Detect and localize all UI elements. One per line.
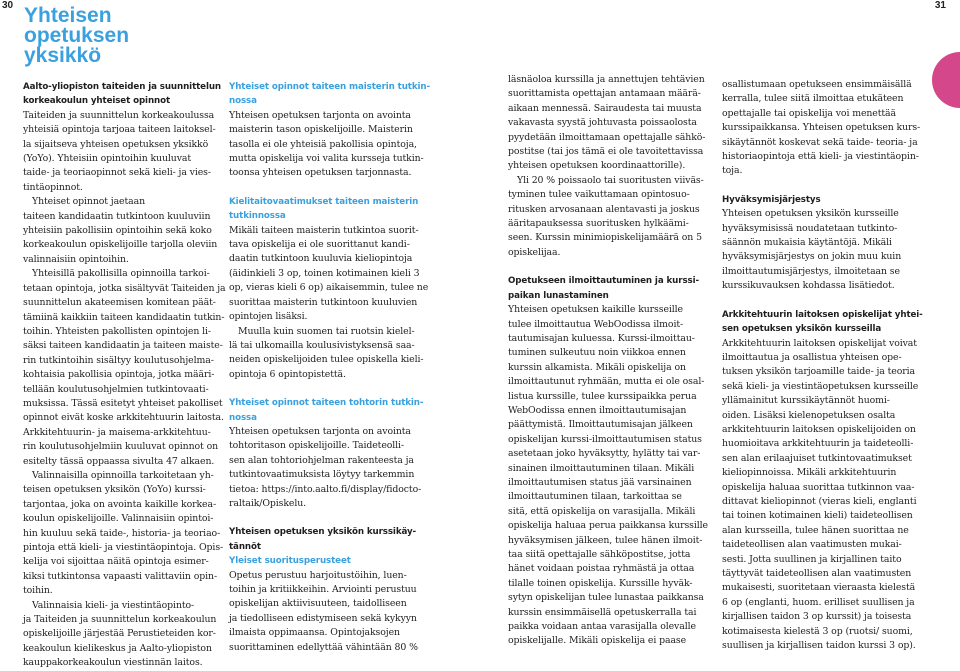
text-line: sikäytännöt koskevat sekä taide- teoria- ja <box>722 136 918 148</box>
text-line: kiksi tutkintonsa vapaasti valittaviin opin- <box>23 570 217 582</box>
text-line: hänet voidaan poistaa ryhmästä ja ottaa <box>508 563 695 575</box>
paragraph <box>508 303 726 649</box>
text-line: dittavat kieliopinnot (vieras kieli, englanti <box>722 495 917 507</box>
text-line: Opetus perustuu harjoitustöihin, luen- <box>229 569 407 581</box>
paragraph <box>508 174 726 260</box>
text-line: opiskelijoille järjestää Perustieteiden kor- <box>23 628 216 640</box>
text-line: mukaisesti, suoritetaan vieraasta kielestä <box>722 582 916 594</box>
title-line: Yhteisen <box>24 4 112 27</box>
page-number-right: 31 <box>934 0 946 11</box>
section-heading <box>229 195 447 224</box>
text-line: tellään koulutusohjelmien tutkintovaati- <box>23 383 209 395</box>
text-line: tulee ilmoittautua WebOodissa ilmoit- <box>508 318 684 330</box>
text-line: WebOodissa ennen ilmoittautumisajan <box>508 404 687 416</box>
title-line: opetuksen <box>24 24 130 47</box>
text-line: op, vieras kieli 6 op) aikaisemmin, tulee ne <box>229 282 429 294</box>
section-heading <box>722 308 940 337</box>
text-line: neiden opiskelijoiden tulee opiskella kieli- <box>229 354 424 366</box>
text-line: Valinnaisilla opinnoilla tarkoitetaan yh- <box>32 469 214 481</box>
text-line: suullisen ja kirjallisen taidon kurssi 3 op). <box>722 640 916 652</box>
paragraph <box>229 425 447 511</box>
text-line: tietoa: https://into.aalto.fi/display/fidocto- <box>229 483 422 495</box>
paragraph <box>722 78 940 179</box>
text-line: Mikäli taiteen maisterin tutkintoa suorit- <box>229 224 419 236</box>
column-1 <box>23 80 241 671</box>
paragraph <box>229 325 447 383</box>
text-line: kieliopinnoissa. Mikäli arkkitehtuurin <box>722 467 897 479</box>
text-line: korkeakoulun yhteiset opinnot <box>23 96 171 107</box>
text-line: Yhteisen opetuksen yksikön kursseille <box>722 208 899 220</box>
paragraph <box>23 267 241 469</box>
text-line: sen opetuksen yksikön kursseilla <box>722 324 882 335</box>
paragraph <box>229 224 447 325</box>
text-line: taa siitä opettajalle sähköpostitse, jotta <box>508 549 691 560</box>
text-line: säksi taiteen kandidaatin ja taiteen maiste- <box>23 340 223 352</box>
text-line: listua kurssille, tulee kurssipaikka perua <box>508 390 697 402</box>
text-line: mutta opiskelija voi valita kursseja tutkin- <box>229 153 424 165</box>
text-line: päättymistä. Ilmoittautumisajan jälkeen <box>508 419 693 431</box>
text-line: Arkkitehtuurin laitoksen opiskelijat voivat <box>722 337 917 349</box>
text-line: arkkitehtuurin laitoksen opiskelijoiden on <box>722 423 916 435</box>
text-line: opiskelijan kurssi-ilmoittautumisen status <box>508 433 702 445</box>
page-number-left: 30 <box>2 0 14 11</box>
text-line: ääritapauksessa suoritusken hylkäämi- <box>508 218 689 230</box>
text-line: kurssin alkamista. Mikäli opiskelija on <box>508 361 686 373</box>
spacer <box>722 294 940 308</box>
text-line: rin koulutusohjelmiin kuuluvat opinnot on <box>23 441 219 453</box>
text-line: suorittamista opettajan antamaan määrä- <box>508 88 701 100</box>
text-line: toja. <box>722 165 743 177</box>
section-heading <box>229 525 447 554</box>
text-line: suorittaa maisterin tutkintoon kuuluvien <box>229 296 418 308</box>
text-line: Arkkitehtuurin- ja maisema-arkkitehtuu- <box>23 426 211 438</box>
text-line: tasolla ei ole yhteisiä pakollisia opintoja, <box>229 138 417 150</box>
text-line: toihin. <box>23 585 53 597</box>
text-line: täyttyvät taideteollisen alan vaatimusten <box>722 568 912 579</box>
text-line: la sijaitseva yhteisen opetuksen yksikkö <box>23 138 209 150</box>
text-line: tarjontaa, joka on avointa kaikille korkea- <box>23 498 217 510</box>
section-heading <box>229 80 447 109</box>
text-line: raltaik/Opiskelu. <box>229 497 307 509</box>
text-line: ilmoittautumisjärjestys, ilmoitetaan se <box>722 265 900 277</box>
text-line: hyväksymisjärjestys on jokin muu kuin <box>722 251 902 263</box>
section-heading <box>722 193 940 207</box>
text-line: seen. Kurssin minimiopiskelijamäärä on 5 <box>508 232 702 244</box>
text-line: tohtoritason opiskelijoille. Taideteolli- <box>229 440 404 452</box>
text-line: esitelty tässä oppaassa sivulta 47 alkaen. <box>23 455 215 467</box>
text-line: sytyn opiskelijan tulee lunastaa paikkansa <box>508 592 704 604</box>
text-line: tautumisajan kuluessa. Kurssi-ilmoittau- <box>508 332 695 344</box>
text-line: paikka voidaan antaa varasijalla olevalle <box>508 621 696 633</box>
text-line: ilmoittautumisen status jää varsinainen <box>508 476 692 488</box>
paragraph <box>722 207 940 293</box>
text-line: maisterin tason opiskelijoille. Maisterin <box>229 124 413 136</box>
text-line: Kielitaitovaatimukset taiteen maisterin <box>229 196 419 207</box>
text-line: Taiteiden ja suunnittelun korkeakoulussa <box>23 109 215 121</box>
text-line: tai toinen kotimainen kieli) taideteollisen <box>722 510 913 522</box>
text-line: keakoulun kielikeskus ja Aalto-yliopiston <box>23 642 212 654</box>
text-line: suorittaminen edellyttää vähintään 80 % <box>229 641 418 653</box>
text-line: sen alan erilaajuiset tutkintovaatimukset <box>722 452 912 464</box>
text-line: hyväksymisen jälkeen, tulee hänen ilmoit- <box>508 534 703 546</box>
paragraph <box>23 109 241 195</box>
text-line: nossa <box>229 412 257 423</box>
paragraph <box>23 599 241 671</box>
text-line: taiteen kandidaatin tutkintoon kuuluviin <box>23 210 211 222</box>
paragraph <box>722 337 940 654</box>
text-line: Muulla kuin suomen tai ruotsin kielel- <box>238 325 415 337</box>
text-line: sekä kieli- ja viestintäopetuksen kursseille <box>722 380 919 392</box>
text-line: oiden. Lisäksi kielenopetuksen osalta <box>722 409 896 421</box>
text-line: teisen opetuksen yksikön (YoYo) kurssi- <box>23 484 206 496</box>
spacer <box>229 382 447 396</box>
text-line: opiskelijalle. Mikäli opiskelija ei paase <box>508 635 687 647</box>
text-line: yhteisen opetuksen koordinaattorille). <box>508 160 686 172</box>
text-line: toonsa yhteisen opetuksen tarjonnasta. <box>229 167 412 179</box>
text-line: Aalto-yliopiston taiteiden ja suunnittelun <box>23 82 222 92</box>
text-line: tutkintovaatimuksista löytyy tarkemmin <box>229 469 415 481</box>
text-line: sitä, että opiskelija on varasijalla. Mikäli <box>508 505 696 517</box>
text-line: Yhteisen opetuksen yksikön kurssikäy- <box>229 527 417 538</box>
text-line: kurssikuvauksen kohdassa lisätiedot. <box>722 280 895 292</box>
text-line: läsnäoloa kurssilla ja annettujen tehtävien <box>508 74 705 85</box>
text-line: opinnot eivät koske arkkitehtuurin laitosta. <box>23 412 224 424</box>
text-line: Yhteiset opinnot taiteen tohtorin tutkin- <box>229 398 424 409</box>
text-line: tintäopinnot. <box>23 181 83 193</box>
text-line: tännöt <box>229 541 261 552</box>
text-line: kurssin ensimmäisellä opetuskerralla tai <box>508 606 697 618</box>
text-line: yhteisiä opintoja tarjoaa taiteen laitoksel- <box>23 124 216 136</box>
text-line: paikan lunastaminen <box>508 290 609 301</box>
text-line: Yli 20 % poissaolo tai suoritusten viiväs- <box>517 174 704 186</box>
text-line: yllämainitut kurssikäytännöt huomi- <box>722 395 890 407</box>
spacer <box>722 179 940 193</box>
text-line: nossa <box>229 96 257 107</box>
text-line: huomioitava arkkitehtuurin ja taideteolli- <box>722 438 914 450</box>
text-line: rin tutkintoihin sisältyy koulutusohjelma- <box>23 354 214 366</box>
text-line: tetaan opintoja, jotka sisältyvät Taiteiden ja <box>23 282 226 294</box>
text-line: asetetaan joko hyväksytty, hylätty tai var- <box>508 448 701 460</box>
subsection-heading <box>229 554 447 568</box>
text-line: hyväksymisissä noudatetaan tutkinto- <box>722 222 898 234</box>
text-line: tilalle toinen opiskelija. Kurssille hyväk- <box>508 577 693 589</box>
text-line: historiaopintoja että kieli- ja viestintäopin- <box>722 151 919 163</box>
text-line: kotimaisesta kielestä 3 op (ruotsi/ suomi, <box>722 625 913 637</box>
text-line: sesti. Jotta suullinen ja kirjallinen taito <box>722 553 902 565</box>
text-line: daatin tutkintoon kuuluvia kieliopintoja <box>229 253 413 265</box>
text-line: tutkinnossa <box>229 211 286 222</box>
page-title <box>24 6 129 66</box>
text-line: Yhteisen opetuksen tarjonta on avointa <box>229 425 411 437</box>
text-line: opiskelijaa. <box>508 246 561 258</box>
column-2 <box>229 80 447 655</box>
text-line: Yhteiset opinnot jaetaan <box>32 196 146 208</box>
text-line: Yhteisen opetuksen kaikille kursseille <box>508 304 683 316</box>
text-line: taide- ja teoriaopinnot sekä kieli- ja vies- <box>23 167 211 179</box>
column-3 <box>508 73 726 649</box>
spacer <box>229 181 447 195</box>
text-line: pyydetään ilmoittamaan opettajalle sähkö- <box>508 131 706 143</box>
text-line: Hyväksymisjärjestys <box>722 194 821 205</box>
paragraph <box>23 195 241 267</box>
text-line: ilmoittautunut ryhmään, mutta ei ole osal- <box>508 376 705 388</box>
text-line: pintoja että kieli- ja viestintäopintoja. Opis- <box>23 542 224 553</box>
text-line: (äidinkieli 3 op, toinen kotimainen kieli 3 <box>229 267 420 279</box>
text-line: kauppakorkeakoulun viestinnän laitos. <box>23 657 203 669</box>
text-line: tyminen tulee vaikuttamaan opintosuo- <box>508 189 690 201</box>
text-line: osallistumaan opetukseen ensimmäisällä <box>722 79 912 90</box>
text-line: opiskelija haluaa perua paikkansa kurssille <box>508 520 708 532</box>
text-line: hin kuuluu sekä taide-, historia- ja teoriao- <box>23 527 221 539</box>
text-line: ilmoittautuminen tilaan, tarkoittaa se <box>508 491 682 503</box>
text-line: Yhteiset opinnot taiteen maisterin tutkin- <box>229 82 430 92</box>
text-line: toihin ja kritiikkeihin. Arviointi perustuu <box>229 584 417 595</box>
text-line: Yhteisillä pakollisilla opinnoilla tarkoi- <box>32 268 210 280</box>
text-line: sinainen ilmoittautuminen tilaan. Mikäli <box>508 462 695 474</box>
text-line: tava opiskelija ei ole suorittanut kandi- <box>229 239 410 251</box>
text-line: Valinnaisia kieli- ja viestintäopinto- <box>32 599 195 611</box>
text-line: vakavasta syystä johtuvasta poissaolosta <box>508 117 697 129</box>
text-line: aikaan mennessä. Sairaudesta tai muusta <box>508 102 702 114</box>
title-line: yksikkö <box>24 44 102 67</box>
text-line: säännön mukaisia käytäntöjä. Mikäli <box>722 237 892 249</box>
column-4 <box>722 78 940 653</box>
text-line: taideteollisen alan vaatimusten mukai- <box>722 539 902 551</box>
text-line: kurssipaikkansa. Yhteisen opetuksen kurs- <box>722 122 921 134</box>
text-line: tämiinä kaikkiin taiteen kandidaatin tutkin- <box>23 311 225 323</box>
text-line: koulun opiskelijoille. Valinnaisiin opintoi- <box>23 513 214 525</box>
spacer <box>508 260 726 274</box>
spacer <box>229 511 447 525</box>
text-line: yhteisiin pakollisiin opintoihin sekä koko <box>23 225 212 237</box>
text-line: kerralla, tulee siitä ilmoittaa etukäteen <box>722 93 904 105</box>
paragraph <box>229 569 447 655</box>
text-line: opiskelija haluaa suorittaa tutkinnon vaa- <box>722 481 915 493</box>
text-line: ja tiedolliseen edistymiseen sekä kykyyn <box>229 612 417 624</box>
paragraph <box>508 73 726 174</box>
text-line: alan kursseilla, tulee hänen suorittaa ne <box>722 524 909 536</box>
text-line: Yhteisen opetuksen tarjonta on avointa <box>229 109 411 121</box>
text-line: kelija voi sijoittaa näitä opintoja esimer- <box>23 556 209 568</box>
text-line: Yleiset suoritusperusteet <box>229 556 351 567</box>
text-line: postitse (tai jos tämä ei ole tavoitettavissa <box>508 146 704 158</box>
text-line: opettajalle tai opiskelija voi menettää <box>722 107 896 119</box>
text-line: 6 op (englanti, huom. erilliset suullisen ja <box>722 596 915 608</box>
section-heading <box>23 80 241 109</box>
text-line: ja Taiteiden ja suunnittelun korkeakoulun <box>23 614 217 626</box>
text-line: ritusken arvosanaan alentavasti ja joskus <box>508 203 700 215</box>
paragraph <box>229 109 447 181</box>
text-line: tuksen yksikön tarjoamille taide- ja teoria <box>722 366 915 378</box>
text-line: korkeakoulun opiskelijoille tarjolla oleviin <box>23 239 218 251</box>
text-line: ilmoittautua ja osallistua yhteisen ope- <box>722 351 902 363</box>
text-line: kohtaisia pakollisia opintoja, jotka määri- <box>23 369 215 381</box>
section-heading <box>229 396 447 425</box>
text-line: Arkkitehtuurin laitoksen opiskelijat yhtei- <box>722 309 923 320</box>
section-heading <box>508 274 726 303</box>
text-line: Opetukseen ilmoittautuminen ja kurssi- <box>508 276 699 287</box>
paragraph <box>23 469 241 599</box>
text-line: ilmaista oppimaansa. Opintojaksojen <box>229 627 400 639</box>
text-line: tuminen sulkeutuu noin viikkoa ennen <box>508 347 686 359</box>
text-line: sen alan tohtoriohjelman rakenteesta ja <box>229 454 414 466</box>
text-line: toihin. Yhteisten pakollisten opintojen li- <box>23 325 211 337</box>
text-line: opiskelijan aktiivisuuteen, taidolliseen <box>229 598 407 610</box>
text-line: (YoYo). Yhteisiin opintoihin kuuluvat <box>23 153 191 165</box>
text-line: suunnittelun akateemisen komitean päät- <box>23 297 216 309</box>
text-line: lä tai ulkomailla koulusivistyksensä saa- <box>229 339 415 351</box>
text-line: opintoja 6 opintopistettä. <box>229 368 346 380</box>
text-line: valinnaisiin opintoihin. <box>23 253 129 265</box>
text-line: opintojen lisäksi. <box>229 311 308 323</box>
text-line: kirjallisen taidon 3 op kurssit) ja toisesta <box>722 611 912 623</box>
text-line: muksissa. Tässä esitetyt yhteiset pakolliset <box>23 397 223 409</box>
